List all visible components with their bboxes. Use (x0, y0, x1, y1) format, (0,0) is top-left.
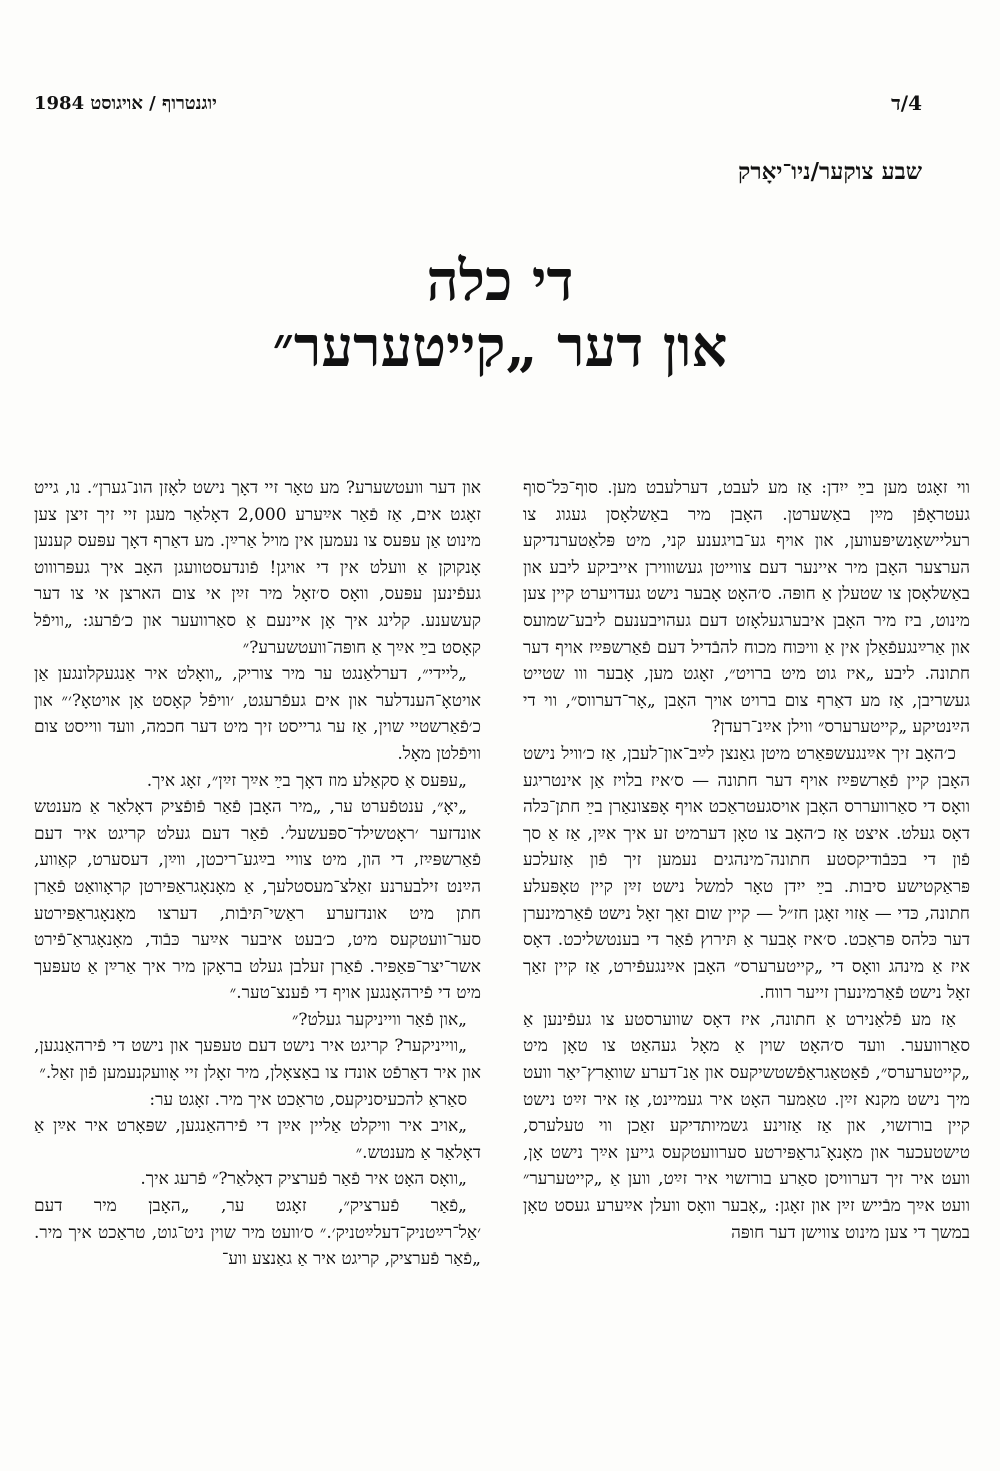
paragraph: „ליידי״, דערלאַנגט ער מיר צוריק, „וואָלט איר אַנגעקלונגען אַן אויטאָ־הענדלער און אים געפֿרעגט, ׳וויפֿל קאָסט אַן אויטאָ?׳״ און כ׳פֿאַרשטיי שוין, אַז ער גרייסט זיך מיט דער חכמה, וועד ווייסט צום וויפֿלטן מאָל. (34, 664, 481, 764)
paragraph: „און פֿאַר ווייניקער געלט?״ (291, 1009, 467, 1030)
publication-line: יוגנטרוף / אויגוסט 1984 (34, 92, 217, 114)
paragraph: „יאָ״, ענטפֿערט ער, „מיר האָבן פֿאַר פֿופֿציק דאָלאַר אַ מענטש אונדזער ׳ראָטשילד־ספּעשעל׳. פֿאַר דעם געלט קריגט איר דעם פֿאַרשפּײַז, די הון, מיט צוויי בײַגע־ריכטן, ווײַן, דעסערט, קאַווע, הײַנט זילבערנע זאַלצ־מעסטלעך, אַ מאָנאָגראַפּירטן קראָוואַט פֿאַרן חתן מיט אונדזערע ראַשי־תּיבֿות, דערצו מאָנאָגראַפּירטע סער־וועטקעס מיט, כ׳בעט איבער אײַער כּבֿוד, מאָנאָגראַ־פֿירט אשר־יצר־פּאַפּיר. פֿאַרן זעלבן געלט בראָקן מיר איך אַרײַן אַ טעפּעך מיט די פֿירהאָנגען אויף די פֿענצ־טער.״ (34, 797, 481, 1004)
paragraph: „אויב איר וויקלט אַליין אײַן די פֿירהאַנגען, שפּאָרט איר אײַן אַ דאָלאַר אַ מענטש.״ (34, 1116, 481, 1163)
paragraph: כ׳האָב זיך אײַנגעשפּאַרט מיטן גאַנצן לײַב־און־לעבן, אַז כ׳וויל נישט האָבן קיין פֿאַרשפּײַז אויף דער חתונה — ס׳איז בלויז אַן אינטריגע וואָס די סאַרוועררס האָבן אויסגעטראַכט אויף אָפּצונאַרן בײַ חתן־כּלה דאָס געלט. איצט אַז כ׳האָב צו טאָן דערמיט זע איך אײַן, אַז אַ סך פֿון די בכּבֿודיקסטע חתונה־מינהגים נעמען זיך פֿון אַזעלכע פּראַקטישע סיבות. בײַ ייִדן טאָר למשל נישט זײַן קיין טאָפּעלע חתונה, כּדי — אַזוי זאָגן חז״ל — קיין שום זאַך זאָל נישט פֿאַרמינערן דער כּלהס פּראַכט. ס׳איז אָבער אַ תּירוץ פֿאַר די בענטשליכט. דאָס איז אַ מינהג וואָס די „קייטערערס״ האָבן אײַנגעפֿירט, אַז קיין זאַך זאָל נישט פֿאַרמינערן זייער רווח. (523, 743, 970, 1004)
paragraph: „פֿאַר פֿערציק״, זאָגט ער, „האָבן מיר דעם ׳אַל־רײַטניק־דעלײַטניק׳.״ ס׳וועט מיר שוין ניט־גוט, טראַכט איך מיר. „פֿאַר פֿערציק, קריגט איר אַ גאַנצע ווע־ (34, 1196, 481, 1270)
column-left (34, 475, 481, 1441)
article-body (34, 475, 970, 1441)
title-line-2: און דער „קייטערער״ (272, 314, 728, 380)
paragraph: סאַראַ להכעיסניקעס, טראַכט איך מיר. זאָגט ער: (149, 1089, 467, 1110)
page-number: 4/ד (891, 90, 922, 115)
paragraph: ווי זאָגט מען בײַ ייִדן: אַז מע לעבט, דערלעבט מען. סוף־כּל־סוף געטראָפֿן מײַן באַשערטן. האָבן מיר באַשלאָסן געגוג צו רעליישאָנשיפּעווען, און אויף גע־בויגענע קני, מיט פּלאַטערנדיקע הערצער האָבן מיר איינער דעם צווייטן געשוווירן אייביקע ליבע און באַשלאָסן צו שטעלן אַ חופּה. ס׳האָט אָבער נישט געדויערט קיין צען מינוט, ביז מיר האָבן איבערגעלאָזט דעם געהויבענעם ליבע־שמועס און אַרײַנגעפֿאַלן אין אַ וויכּוח מכוח להבֿדיל דעם פֿאַרשפּײַז אויף דער חתונה. ליבע „איז גוט מיט ברויט״, זאָגט מען, אָבער ווו שטייט געשריבן, אַז מע דאַרף צום ברויט אויך האָבן „אָר־דערווס״, ווי די הײַנטיקע „קייטערערס״ ווילן אײַנ־רעדן? (523, 478, 970, 738)
paragraph: אַז מע פֿלאַנירט אַ חתונה, איז דאָס שווערסטע צו געפֿינען אַ סאַרוועער. וועד ס׳האָט שוין אַ מאָל געהאַט צו טאָן מיט „קייטערערס״, פֿאַטאַגראַפֿשטשיקעס און אַנ־דערע שוואַרץ־יאַר וועט מיך נישט מקנא זײַן. טאַמער האָט איר געמיינט, אַז איר זײַט נישט קיין בורזשוי, און אַז אַזוינע גשמיותדיקע זאַכן ווי טעלערס, טישטעכער און מאָנאָ־גראַפּירטע סערוועטקעס גייען אײַך נישט אָן, וועט איר זיך דערוויסן סאַרע בורזשוי איר זײַט, ווען אַ „קייטערער״ וועט אײַך מבֿייש זײַן און זאָגן: „אָבער וואָס וועלן אײַערע געסט טאָן במשך די צען מינוט צווישן דער חופּה (523, 1009, 970, 1243)
article-title (0, 248, 1000, 380)
page-header (34, 88, 922, 118)
paragraph: און דער וועטשערע? מע טאָר זיי דאָך נישט לאָזן הונ־גערן״. נו, גייט זאָגט אים, אַז פֿאַר אײַערע 2,000 דאָלאַר מעגן זיי זיך זיצן צען מינוט אַן עפּעס צו נעמען אין מויל אַרײַן. מע דאַרף דאָך עפּעס קענען אָנקוקן אַ וועלט אין די אויגן! פֿונדעסטוועגן האָב איך געפּרוווט געפֿינען עפּעס, וואָס ס׳זאָל מיר זײַן אי צום הארצן אי צו דער קעשענע. קלינג איך אָן איינעם אַ סאַרוועער און כ׳פֿרעג: „וויפֿל קאָסט בײַ אײַך אַ חופּה־וועטשערע?״ (34, 478, 481, 658)
paragraph: „ווייניקער? קריגט איר נישט דעם טעפּעך און נישט די פֿירהאַנגען, און איר דאַרפֿט אונדז צו באַצאָלן, מיר זאָלן זיי אָוועקנעמען פֿון זאַל.״ (34, 1036, 481, 1084)
title-line-1: די כלה (426, 248, 574, 314)
column-right (523, 475, 970, 1441)
paragraph: „וואָס האָט איר פֿאַר פֿערציק דאָלאַר?״ פֿרעג איך. (140, 1169, 467, 1190)
paragraph: „עפּעס אַ סקאַלע מוז דאָך בײַ אײַך זײַן״, זאָג איך. (146, 770, 467, 791)
author-byline: שבע צוקער/ניו־יאָרק (738, 158, 922, 185)
